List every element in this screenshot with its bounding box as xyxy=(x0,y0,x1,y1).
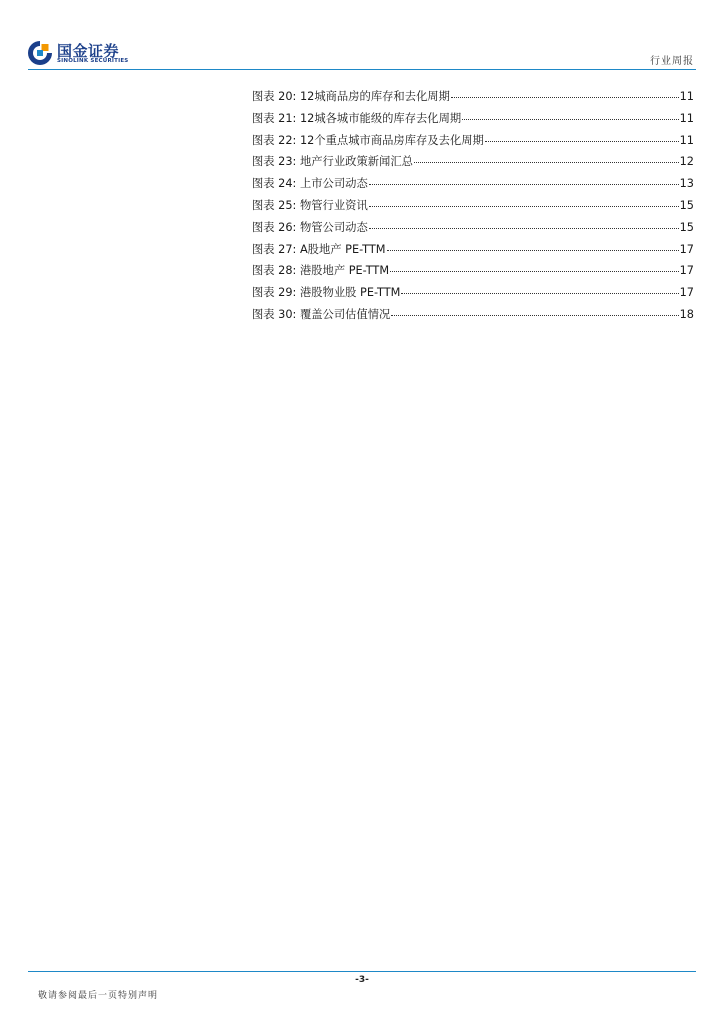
toc-entry-page: 17 xyxy=(679,286,694,300)
toc-entry-label: 图表 25: 物管行业资讯 xyxy=(252,198,368,212)
toc-entry-page: 11 xyxy=(679,111,694,125)
report-type-label: 行业周报 xyxy=(650,56,694,67)
toc-entry-label: 图表 30: 覆盖公司估值情况 xyxy=(252,307,391,321)
toc-entry-label: 图表 21: 12城各城市能级的库存去化周期 xyxy=(252,111,462,125)
dot-leader xyxy=(401,293,678,294)
toc-entry-page: 15 xyxy=(679,198,694,212)
figure-index-list xyxy=(252,88,694,328)
toc-entry-page: 17 xyxy=(679,264,694,278)
toc-entry-page: 17 xyxy=(679,242,694,256)
toc-entry-fig26[interactable] xyxy=(252,219,694,241)
header-divider xyxy=(28,69,696,70)
toc-entry-fig20[interactable] xyxy=(252,88,694,110)
toc-entry-page: 11 xyxy=(679,90,694,103)
toc-entry-label: 图表 26: 物管公司动态 xyxy=(252,220,368,234)
logo-chinese-name: 国金证券 xyxy=(57,42,120,60)
toc-entry-page: 15 xyxy=(679,220,694,234)
footer-divider xyxy=(28,971,696,972)
logo-mark-icon xyxy=(27,40,53,66)
toc-entry-label: 图表 29: 港股物业股 PE-TTM xyxy=(252,286,401,300)
toc-entry-fig24[interactable] xyxy=(252,175,694,197)
footer-disclaimer: 敬请参阅最后一页特别声明 xyxy=(38,991,159,1001)
logo-english-name: SINOLINK SECURITIES xyxy=(57,58,129,64)
toc-entry-page: 18 xyxy=(679,307,694,321)
toc-entry-label: 图表 24: 上市公司动态 xyxy=(252,177,368,191)
page-header xyxy=(0,0,724,72)
company-logo xyxy=(27,40,187,70)
toc-entry-label: 图表 22: 12个重点城市商品房库存及去化周期 xyxy=(252,133,484,147)
dot-leader xyxy=(369,206,679,207)
toc-entry-label: 图表 27: A股地产 PE-TTM xyxy=(252,242,386,256)
dot-leader xyxy=(369,184,679,185)
dot-leader xyxy=(387,250,679,251)
toc-entry-label: 图表 28: 港股地产 PE-TTM xyxy=(252,264,390,278)
dot-leader xyxy=(414,162,679,163)
dot-leader xyxy=(451,97,679,98)
page-number: -3- xyxy=(355,975,369,985)
dot-leader xyxy=(369,228,679,229)
toc-entry-label: 图表 20: 12城商品房的库存和去化周期 xyxy=(252,90,450,103)
toc-entry-fig25[interactable] xyxy=(252,197,694,219)
dot-leader xyxy=(485,141,679,142)
toc-entry-page: 12 xyxy=(679,155,694,169)
toc-entry-fig30[interactable] xyxy=(252,306,694,328)
toc-entry-fig28[interactable] xyxy=(252,262,694,284)
toc-entry-fig22[interactable] xyxy=(252,132,694,154)
dot-leader xyxy=(390,271,679,272)
toc-entry-fig21[interactable] xyxy=(252,110,694,132)
toc-entry-page: 13 xyxy=(679,177,694,191)
toc-entry-fig29[interactable] xyxy=(252,284,694,306)
dot-leader xyxy=(462,119,678,120)
toc-entry-page: 11 xyxy=(679,133,694,147)
toc-entry-label: 图表 23: 地产行业政策新闻汇总 xyxy=(252,155,413,169)
dot-leader xyxy=(391,315,678,316)
toc-entry-fig23[interactable] xyxy=(252,153,694,175)
toc-entry-fig27[interactable] xyxy=(252,241,694,263)
